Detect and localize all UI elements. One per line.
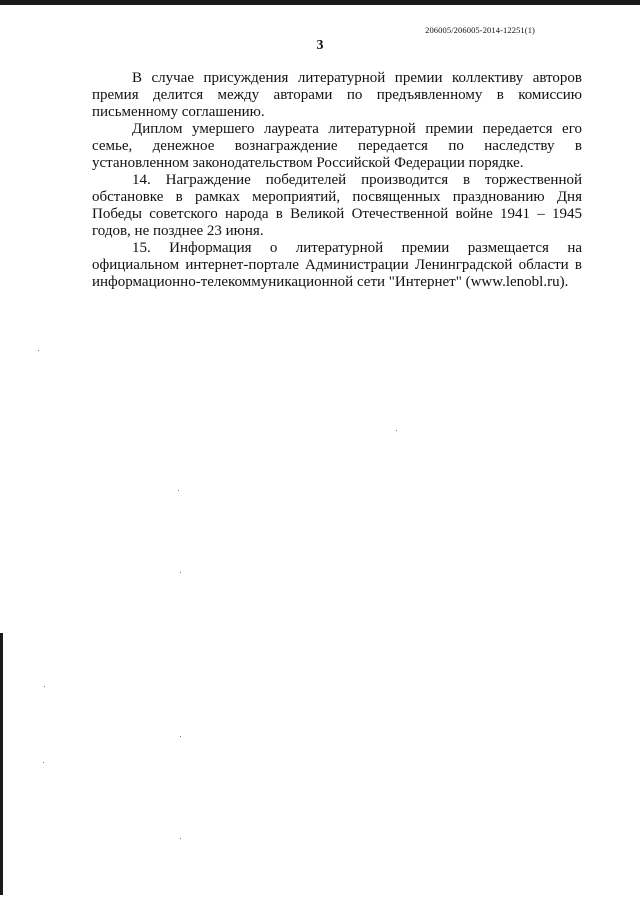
scan-speck (180, 736, 181, 737)
document-id: 206005/206005-2014-12251(1) (425, 25, 535, 35)
page-number: 3 (316, 38, 324, 53)
paragraph-collective-award: В случае присуждения литературной премии коллективу авторов премия делится между авторами по предъявленному в комиссию письменному соглашению. (92, 70, 582, 120)
scan-top-edge (0, 0, 640, 5)
document-body (92, 70, 582, 291)
scan-speck (180, 838, 181, 839)
scan-left-margin-mark (0, 633, 3, 895)
paragraph-item-15: 15. Информация о литературной премии размещается на официальном интернет-портале Администрации Ленинградской области в информационно-телекоммуникационной сети "Интернет" (www.lenobl.ru). (92, 240, 582, 290)
scan-speck (38, 350, 39, 351)
scan-speck (178, 490, 179, 491)
scan-speck (43, 762, 44, 763)
paragraph-deceased-laureate: Диплом умершего лауреата литературной премии передается его семье, денежное вознаграждение передается по наследству в установленном законодательством Российской Федерации порядке. (92, 121, 582, 171)
paragraph-item-14: 14. Награждение победителей производится в торжественной обстановке в рамках мероприятий, посвященных празднованию Дня Победы советского народа в Великой Отечественной войне 1941 – 1945 годов, не позднее 23 июня. (92, 172, 582, 239)
scan-speck (44, 686, 45, 687)
scan-speck (180, 572, 181, 573)
scan-speck (396, 430, 397, 431)
